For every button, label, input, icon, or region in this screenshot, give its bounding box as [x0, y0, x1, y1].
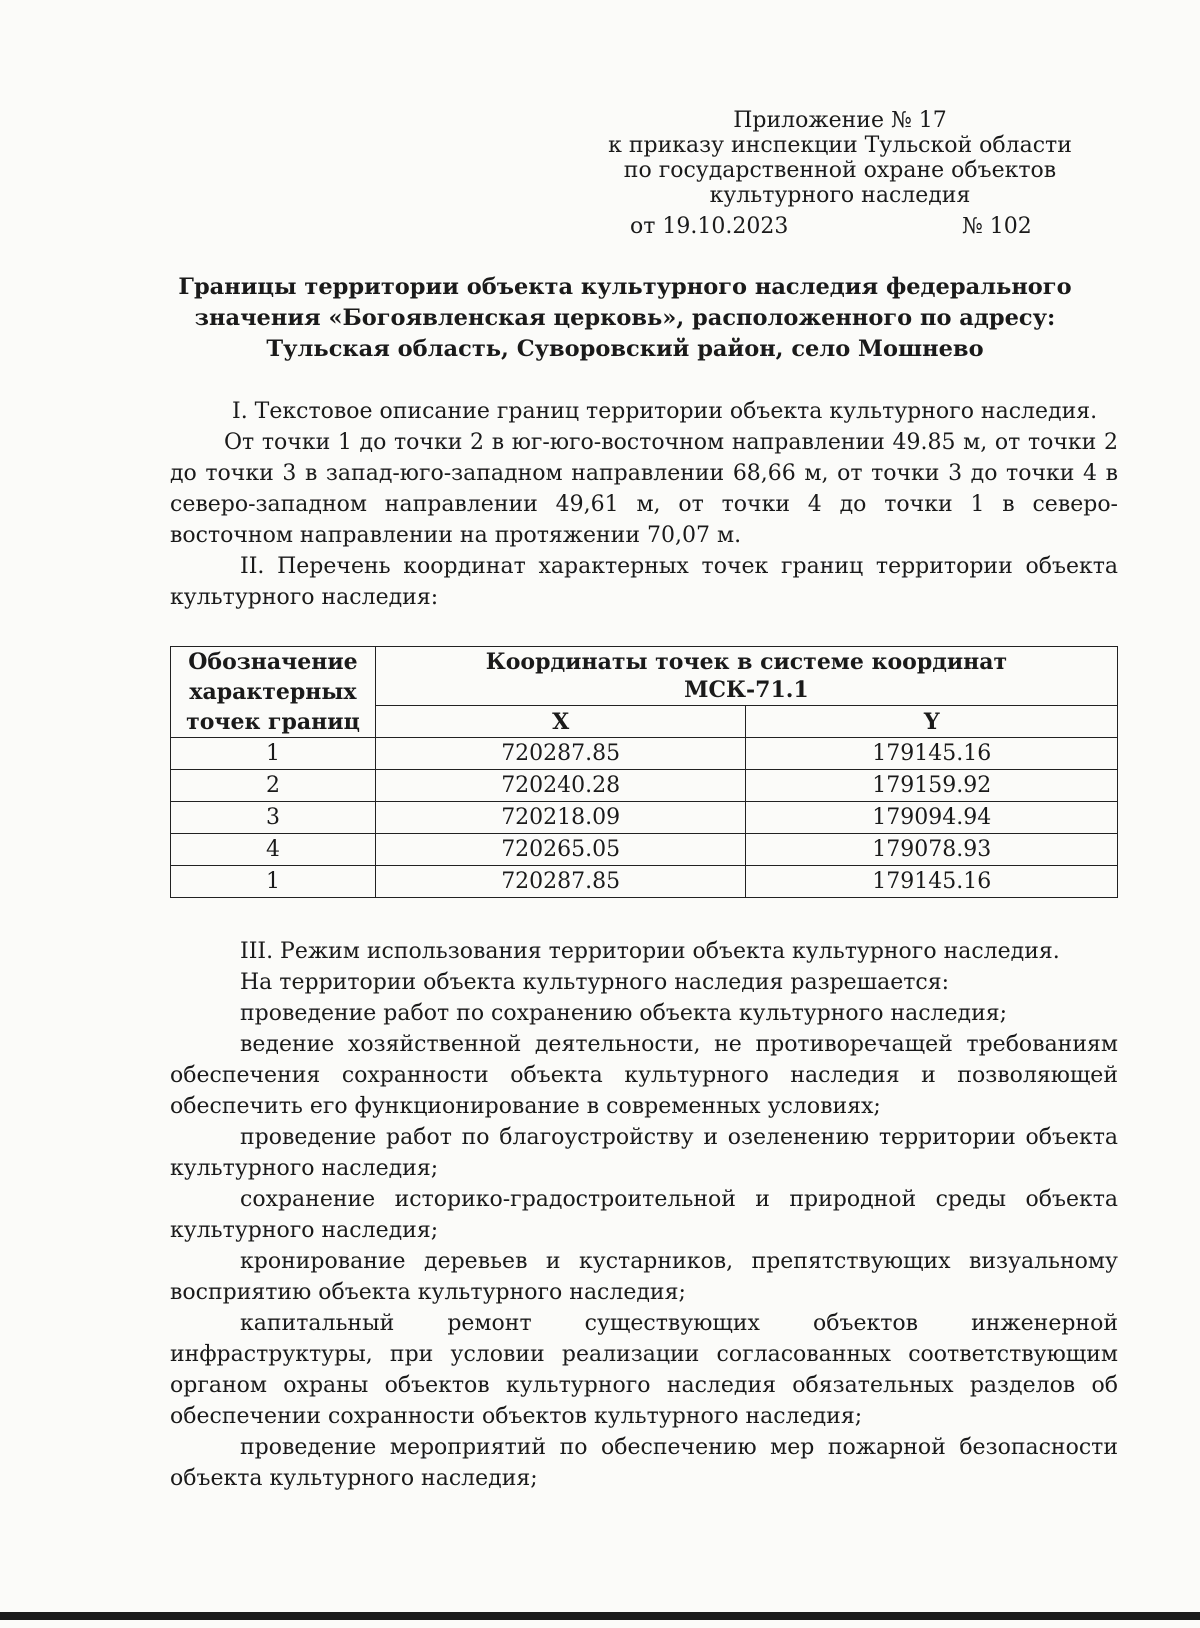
annex-date: от 19.10.2023 — [630, 214, 789, 239]
table-row — [171, 834, 1118, 866]
title-line-3: Тульская область, Суворовский район, село Мошнево — [266, 336, 984, 362]
scan-edge-bar — [0, 1612, 1200, 1620]
section-1-description: От точки 1 до точки 2 в юг-юго-восточном направлении 49.85 м, от точки 2 до точки 3 в запад-юго-западном направлении 68,66 м, от точки 3 до точки 4 в северо-западном направлении 49,61 м, от точки 4 до точки 1 в северо-восточном направлении на протяжении 70,07 м. — [170, 430, 1118, 548]
allowed-item: проведение мероприятий по обеспечению мер пожарной безопасности объекта культурного наследия; — [170, 1435, 1118, 1491]
y-cell: 179145.16 — [746, 866, 1118, 898]
y-cell: 179078.93 — [746, 834, 1118, 866]
allowed-item: капитальный ремонт существующих объектов инженерной инфраструктуры, при условии реализации согласованных соответствующим органом охраны объектов культурного наследия обязательных разделов об обеспечении сохранности объектов культурного наследия; — [170, 1311, 1118, 1429]
x-cell: 720218.09 — [375, 802, 746, 834]
section-3 — [170, 936, 1118, 1494]
coords-system-header — [375, 647, 1117, 706]
allowed-item: проведение работ по сохранению объекта культурного наследия; — [240, 1001, 1008, 1026]
x-header: X — [375, 706, 746, 738]
x-cell: 720240.28 — [375, 770, 746, 802]
coords-header-line-2: МСК-71.1 — [684, 677, 809, 703]
section-1 — [170, 396, 1118, 613]
x-cell: 720287.85 — [375, 866, 746, 898]
y-cell: 179145.16 — [746, 738, 1118, 770]
x-cell: 720287.85 — [375, 738, 746, 770]
x-cell: 720265.05 — [375, 834, 746, 866]
point-cell: 1 — [171, 738, 376, 770]
section-3-heading: III. Режим использования территории объекта культурного наследия. — [240, 939, 1060, 964]
table-row — [171, 802, 1118, 834]
title-line-1: Границы территории объекта культурного наследия федерального — [178, 274, 1072, 300]
y-cell: 179159.92 — [746, 770, 1118, 802]
annex-line-4: культурного наследия — [709, 183, 971, 208]
point-cell: 4 — [171, 834, 376, 866]
allowed-item: проведение работ по благоустройству и озеленению территории объекта культурного наследия; — [170, 1125, 1118, 1181]
coords-header-line-1: Координаты точек в системе координат — [485, 649, 1008, 675]
annex-line-1: Приложение № 17 — [733, 108, 947, 133]
annex-header — [580, 108, 1100, 208]
allowed-item: сохранение историко-градостроительной и природной среды объекта культурного наследия; — [170, 1187, 1118, 1243]
point-cell: 3 — [171, 802, 376, 834]
table-row — [171, 770, 1118, 802]
section-2-heading: II. Перечень координат характерных точек границ территории объекта культурного наследия: — [170, 554, 1118, 610]
coordinates-table — [170, 646, 1118, 898]
annex-line-3: по государственной охране объектов — [623, 158, 1057, 183]
title-line-2: значения «Богоявленская церковь», расположенного по адресу: — [194, 305, 1056, 331]
annex-number: № 102 — [962, 214, 1032, 239]
allowed-intro: На территории объекта культурного наследия разрешается: — [240, 970, 950, 995]
point-designation-header: Обозначение характерных точек границ — [171, 647, 376, 738]
section-1-heading: I. Текстовое описание границ территории объекта культурного наследия. — [232, 399, 1098, 424]
point-cell: 2 — [171, 770, 376, 802]
table-row — [171, 866, 1118, 898]
table-row — [171, 738, 1118, 770]
allowed-item: ведение хозяйственной деятельности, не противоречащей требованиям обеспечения сохранности объекта культурного наследия и позволяющей обеспечить его функционирование в современных условиях; — [170, 1032, 1118, 1119]
allowed-item: кронирование деревьев и кустарников, препятствующих визуальному восприятию объекта культурного наследия; — [170, 1249, 1118, 1305]
y-cell: 179094.94 — [746, 802, 1118, 834]
table-header-row — [171, 647, 1118, 706]
annex-line-2: к приказу инспекции Тульской области — [608, 133, 1072, 158]
point-cell: 1 — [171, 866, 376, 898]
document-title — [170, 272, 1080, 365]
y-header: Y — [746, 706, 1118, 738]
